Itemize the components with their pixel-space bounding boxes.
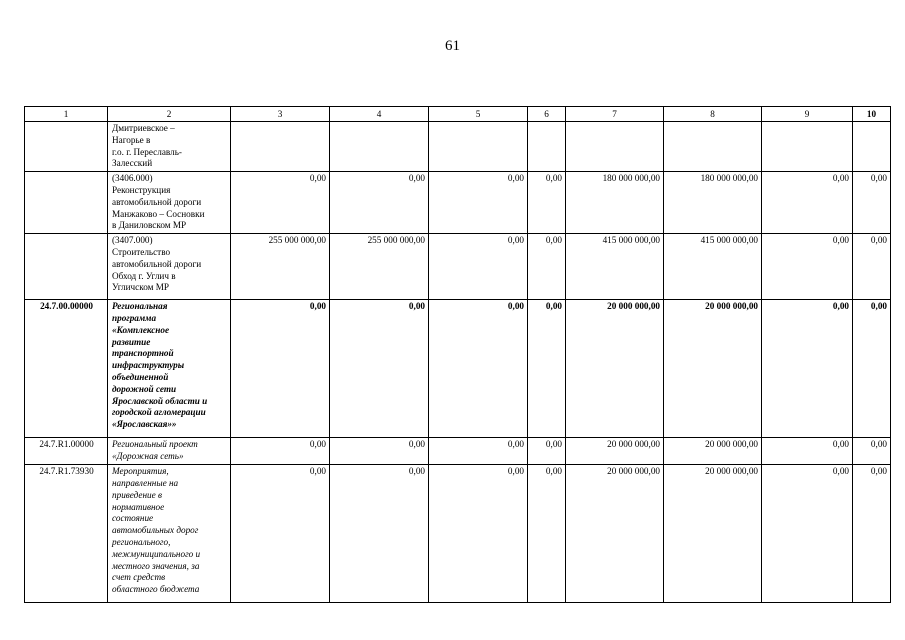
row-code-cell: 24.7.00.00000	[25, 300, 108, 438]
row-value-cell-col-10: 0,00	[853, 234, 891, 300]
column-header-5: 5	[429, 107, 528, 122]
row-name-cell: Мероприятия, направленные на приведение в нормативное состояние автомобильных дорог регионального, межмуниципального и местного значения, за счет средств областного бюджета	[108, 465, 231, 603]
row-value-cell-col-5: 0,00	[429, 234, 528, 300]
row-value-cell-col-9: 0,00	[762, 172, 853, 234]
row-value-cell-col-9	[762, 122, 853, 172]
table-row	[25, 438, 891, 465]
row-value-cell-col-6: 0,00	[528, 438, 566, 465]
row-name-cell: (3406.000) Реконструкция автомобильной дороги Манжаково – Сосновки в Даниловском МР	[108, 172, 231, 234]
row-code-cell	[25, 172, 108, 234]
page-number: 61	[445, 38, 460, 54]
row-code-cell	[25, 122, 108, 172]
row-value-cell-col-9: 0,00	[762, 300, 853, 438]
row-value-cell-col-7: 415 000 000,00	[566, 234, 664, 300]
table-row	[25, 234, 891, 300]
table-row	[25, 172, 891, 234]
row-value-cell-col-6: 0,00	[528, 234, 566, 300]
row-value-cell-col-6: 0,00	[528, 300, 566, 438]
row-value-cell-col-7: 20 000 000,00	[566, 438, 664, 465]
row-value-cell-col-10: 0,00	[853, 438, 891, 465]
row-value-cell-col-7: 20 000 000,00	[566, 300, 664, 438]
column-header-9: 9	[762, 107, 853, 122]
row-code-cell	[25, 234, 108, 300]
row-value-cell-col-5: 0,00	[429, 465, 528, 603]
row-value-cell-col-4: 255 000 000,00	[330, 234, 429, 300]
row-value-cell-col-4	[330, 122, 429, 172]
row-value-cell-col-3: 255 000 000,00	[231, 234, 330, 300]
row-value-cell-col-5: 0,00	[429, 300, 528, 438]
row-value-cell-col-10: 0,00	[853, 300, 891, 438]
row-value-cell-col-8: 180 000 000,00	[664, 172, 762, 234]
row-value-cell-col-9: 0,00	[762, 465, 853, 603]
column-header-1: 1	[25, 107, 108, 122]
row-code-cell: 24.7.R1.73930	[25, 465, 108, 603]
row-value-cell-col-3: 0,00	[231, 438, 330, 465]
row-value-cell-col-6	[528, 122, 566, 172]
row-value-cell-col-3: 0,00	[231, 172, 330, 234]
row-value-cell-col-8: 415 000 000,00	[664, 234, 762, 300]
row-value-cell-col-4: 0,00	[330, 438, 429, 465]
column-header-4: 4	[330, 107, 429, 122]
row-value-cell-col-8	[664, 122, 762, 172]
row-name-cell: Региональный проект «Дорожная сеть»	[108, 438, 231, 465]
row-value-cell-col-10	[853, 122, 891, 172]
table-row	[25, 300, 891, 438]
row-value-cell-col-6: 0,00	[528, 172, 566, 234]
row-value-cell-col-6: 0,00	[528, 465, 566, 603]
column-header-10: 10	[853, 107, 891, 122]
row-value-cell-col-9: 0,00	[762, 438, 853, 465]
column-header-8: 8	[664, 107, 762, 122]
budget-table	[24, 106, 891, 603]
row-value-cell-col-7	[566, 122, 664, 172]
row-code-cell: 24.7.R1.00000	[25, 438, 108, 465]
row-value-cell-col-4: 0,00	[330, 465, 429, 603]
table-body	[25, 122, 891, 603]
row-value-cell-col-4: 0,00	[330, 172, 429, 234]
row-value-cell-col-7: 180 000 000,00	[566, 172, 664, 234]
row-name-cell: Региональная программа «Комплексное развитие транспортной инфраструктуры объединенной дорожной сети Ярославской области и городской агломерации «Ярославская»»	[108, 300, 231, 438]
row-value-cell-col-5	[429, 122, 528, 172]
row-value-cell-col-4: 0,00	[330, 300, 429, 438]
row-value-cell-col-7: 20 000 000,00	[566, 465, 664, 603]
row-value-cell-col-3	[231, 122, 330, 172]
row-value-cell-col-9: 0,00	[762, 234, 853, 300]
row-value-cell-col-8: 20 000 000,00	[664, 300, 762, 438]
row-value-cell-col-3: 0,00	[231, 300, 330, 438]
table-header-row	[25, 107, 891, 122]
row-value-cell-col-8: 20 000 000,00	[664, 438, 762, 465]
row-name-cell: (3407.000) Строительство автомобильной дороги Обход г. Углич в Угличском МР	[108, 234, 231, 300]
column-header-3: 3	[231, 107, 330, 122]
row-value-cell-col-3: 0,00	[231, 465, 330, 603]
table-row	[25, 122, 891, 172]
row-value-cell-col-10: 0,00	[853, 172, 891, 234]
row-value-cell-col-5: 0,00	[429, 438, 528, 465]
table-row	[25, 465, 891, 603]
column-header-6: 6	[528, 107, 566, 122]
row-value-cell-col-10: 0,00	[853, 465, 891, 603]
column-header-2: 2	[108, 107, 231, 122]
row-name-cell: Дмитриевское – Нагорье в г.о. г. Переславль- Залесский	[108, 122, 231, 172]
row-value-cell-col-5: 0,00	[429, 172, 528, 234]
column-header-7: 7	[566, 107, 664, 122]
row-value-cell-col-8: 20 000 000,00	[664, 465, 762, 603]
